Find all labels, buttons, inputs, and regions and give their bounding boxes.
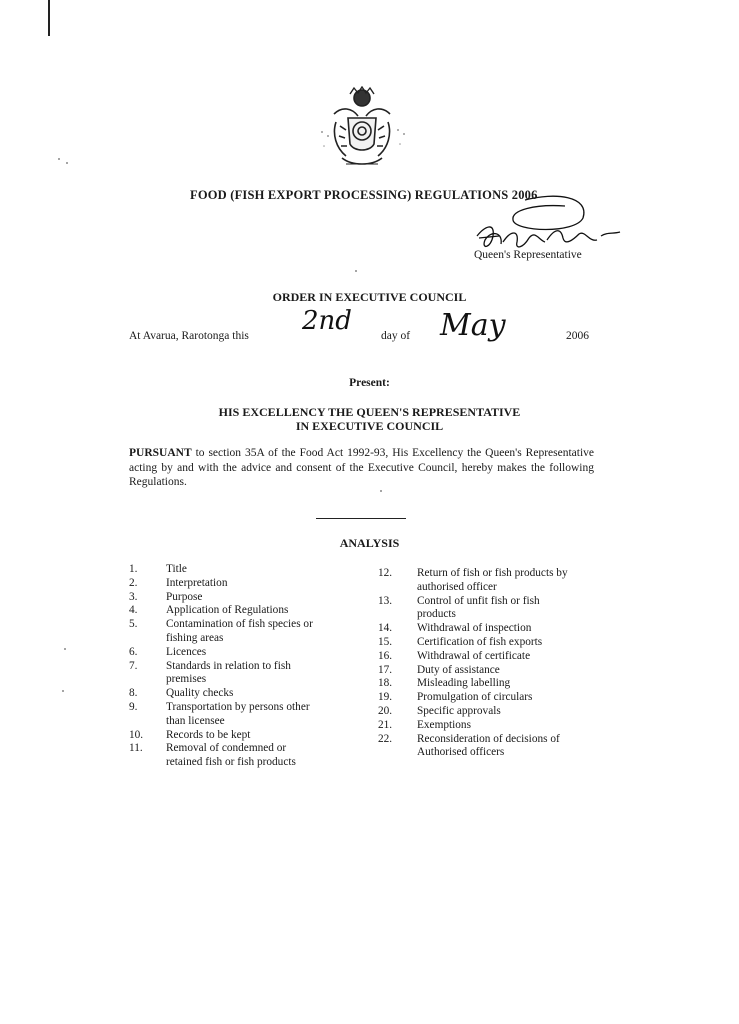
analysis-heading: ANALYSIS [339,536,400,550]
analysis-item-line: authorised officer [417,580,497,593]
his-excellency-heading [0,405,739,433]
analysis-item [378,664,593,678]
analysis-item-line: retained fish or fish products [166,756,296,769]
date-day-of: day of [381,330,411,342]
his-excellency-line-2: IN EXECUTIVE COUNCIL [295,419,444,433]
analysis-item [129,591,344,605]
analysis-item [129,742,344,770]
scan-speck [58,158,60,160]
analysis-item-line: Promulgation of circulars [417,691,533,704]
analysis-item [129,563,344,577]
analysis-item-number: 9. [129,700,138,713]
analysis-item-line: premises [166,673,207,686]
analysis-item [129,729,344,743]
analysis-item-label [166,618,344,646]
analysis-item-label [417,664,593,678]
date-year: 2006 [566,330,589,342]
analysis-item [378,595,593,623]
analysis-item-label [166,604,344,618]
date-place: At Avarua, Rarotonga this [129,330,249,342]
analysis-item-number: 3. [129,590,138,603]
analysis-item [129,618,344,646]
analysis-item-number: 15. [378,635,393,648]
analysis-item-label [417,622,593,636]
analysis-item [129,577,344,591]
analysis-item-label [417,636,593,650]
analysis-item-number: 12. [378,567,393,579]
analysis-item-number: 20. [378,704,393,717]
signature-caption: Queen's Representative [474,249,582,261]
analysis-item-line: Removal of condemned or [166,742,287,755]
analysis-item-line: Interpretation [166,576,228,589]
analysis-item-number: 16. [378,649,393,662]
analysis-item-label [166,577,344,591]
analysis-item-line: fishing areas [166,631,224,644]
analysis-item-number: 4. [129,604,138,617]
scan-speck [64,648,66,650]
analysis-item-number: 13. [378,594,393,607]
analysis-item-line: Transportation by persons other [166,700,310,713]
analysis-item [378,733,593,761]
analysis-item-line: Control of unfit fish or fish [417,594,540,607]
analysis-item-line: than licensee [166,714,225,727]
analysis-item-number: 11. [129,742,143,755]
margin-mark [48,0,50,36]
analysis-list-right [378,567,593,760]
analysis-item-label [166,660,344,688]
analysis-item-label [166,646,344,660]
analysis-item [378,691,593,705]
analysis-item [129,660,344,688]
analysis-item [129,687,344,701]
analysis-item-number: 18. [378,677,393,690]
analysis-item-label [417,719,593,733]
scan-speck [355,270,357,272]
scan-speck [62,690,64,692]
analysis-item-label [417,567,593,595]
analysis-item [129,604,344,618]
analysis-item-label [166,729,344,743]
analysis-item-line: products [417,608,456,621]
analysis-item-label [166,563,344,577]
section-divider [316,518,406,519]
analysis-item-line: Quality checks [166,687,234,700]
pursuant-body: to section 35A of the Food Act 1992-93, His Excellency the Queen's Representative acting by and with the advice and consent of the Executive Council, hereby makes the following Regulations. [129,447,594,488]
analysis-item-number: 7. [129,659,138,672]
analysis-item [378,567,593,595]
analysis-list-left [129,563,344,770]
analysis-item [129,646,344,660]
analysis-item-number: 19. [378,691,393,704]
present-heading: Present: [349,377,390,389]
analysis-item-line: Withdrawal of inspection [417,622,532,635]
analysis-item-label [166,742,344,770]
analysis-item-line: Return of fish or fish products by [417,567,568,579]
his-excellency-line-1: HIS EXCELLENCY THE QUEEN'S REPRESENTATIVE [218,405,521,419]
analysis-item-label [166,701,344,729]
analysis-item-line: Records to be kept [166,728,251,741]
analysis-item-line: Reconsideration of decisions of [417,732,560,745]
analysis-item-line: Duty of assistance [417,663,500,676]
analysis-item-label [417,595,593,623]
analysis-item-label [417,650,593,664]
analysis-item-label [166,591,344,605]
analysis-item-line: Certification of fish exports [417,635,543,648]
analysis-item-line: Application of Regulations [166,604,289,617]
analysis-item-number: 22. [378,732,393,745]
analysis-item-line: Title [166,563,187,575]
analysis-item-label [417,705,593,719]
analysis-item [129,701,344,729]
analysis-item-number: 6. [129,645,138,658]
pursuant-paragraph [129,446,594,490]
analysis-item-number: 2. [129,576,138,589]
scan-speck [66,162,68,164]
analysis-item-number: 10. [129,728,144,741]
analysis-item-line: Purpose [166,590,203,603]
analysis-item-label [417,677,593,691]
analysis-item-number: 8. [129,687,138,700]
analysis-item-line: Standards in relation to fish [166,659,291,672]
order-heading: ORDER IN EXECUTIVE COUNCIL [272,290,467,304]
analysis-item-line: Exemptions [417,718,471,731]
analysis-item-label [417,733,593,761]
analysis-item-line: Withdrawal of certificate [417,649,531,662]
analysis-item-number: 21. [378,718,393,731]
analysis-item [378,677,593,691]
analysis-item [378,719,593,733]
analysis-item-line: Licences [166,645,207,658]
analysis-item-line: Specific approvals [417,704,501,717]
analysis-item-label [417,691,593,705]
scan-speck [380,490,382,492]
analysis-item [378,636,593,650]
analysis-item-number: 17. [378,663,393,676]
analysis-item-line: Contamination of fish species or [166,618,313,631]
analysis-item-label [166,687,344,701]
handwritten-month: May [440,308,506,343]
analysis-item [378,622,593,636]
analysis-item-line: Authorised officers [417,746,505,759]
handwritten-day: 2nd [302,306,352,336]
analysis-item [378,705,593,719]
analysis-item-number: 1. [129,563,138,575]
analysis-item [378,650,593,664]
pursuant-lead: PURSUANT [129,447,192,459]
analysis-item-number: 14. [378,622,393,635]
analysis-item-line: Misleading labelling [417,677,511,690]
coat-of-arms-icon [312,86,412,174]
analysis-item-number: 5. [129,618,138,631]
